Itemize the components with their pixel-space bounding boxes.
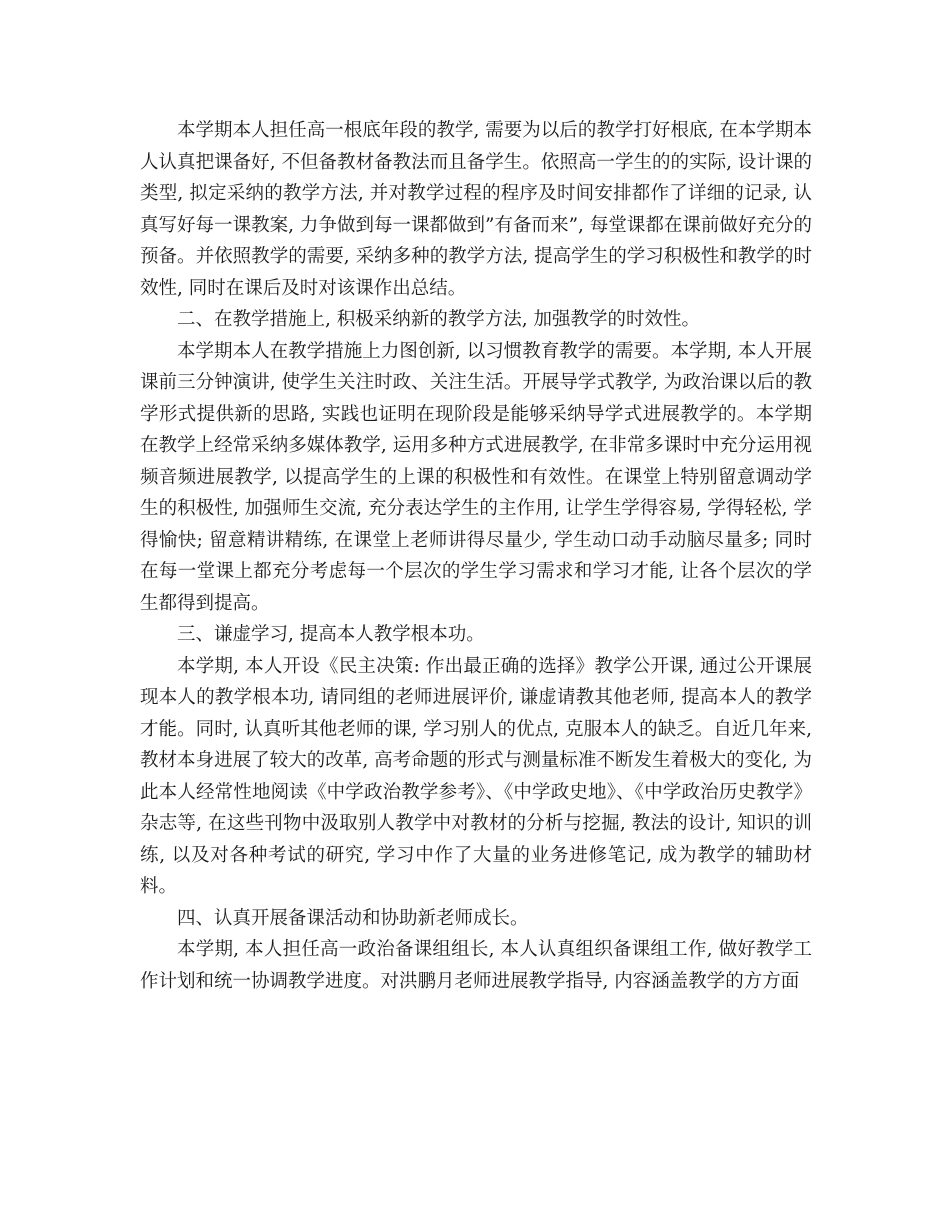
document-body [140, 115, 812, 997]
paragraph-lesson-preparation: 本学期本人担任高一根底年段的教学, 需要为以后的教学打好根底, 在本学期本人认真把课备好, 不但备教材备教法而且备学生。依照高一学生的的实际, 设计课的类型, 拟定采纳的教学方法, 并对教学过程的程序及时间安排都作了详细的记录, 认真写好每一课教案, 力争做到每一课都做到”有备而来”, 每堂课都在课前做好充分的预备。并依照教学的需要, 采纳多种的教学方法, 提高学生的学习积极性和教学的时效性, 同时在课后及时对该课作出总结。 [140, 120, 812, 299]
heading-humble-learning: 三、谦虚学习, 提高本人教学根本功。 [177, 624, 485, 645]
heading-teaching-methods: 二、在教学措施上, 积极采纳新的教学方法, 加强教学的时效性。 [177, 309, 701, 330]
paragraph-lesson-prep-activities: 本学期, 本人担任高一政治备课组组长, 本人认真组织备课组工作, 做好教学工作计划和统一协调教学进度。对洪鹏月老师进展教学指导, 内容涵盖教学的方方面 [140, 939, 812, 992]
heading-lesson-prep-activities: 四、认真开展备课活动和协助新老师成长。 [177, 907, 529, 929]
paragraph-teaching-methods: 本学期本人在教学措施上力图创新, 以习惯教育教学的需要。本学期, 本人开展课前三分钟演讲, 使学生关注时政、关注生活。开展导学式教学, 为政治课以后的教学形式提供新的思路, 实践也证明在现阶段是能够采纳导学式进展教学的。本学期在教学上经常采纳多媒体教学, 运用多种方式进展教学, 在非常多课时中充分运用视频音频进展教学, 以提高学生的上课的积极性和有效性。在课堂上特别留意调动学生的积极性, 加强师生交流, 充分表达学生的主作用, 让学生学得容易, 学得轻松, 学得愉快; 留意精讲精练, 在课堂上老师讲得尽量少, 学生动口动手动脑尽量多; 同时在每一堂课上都充分考虑每一个层次的学生学习需求和学习才能, 让各个层次的学生都得到提高。 [140, 340, 812, 614]
paragraph-humble-learning: 本学期, 本人开设《民主决策: 作出最正确的选择》教学公开课, 通过公开课展现本人的教学根本功, 请同组的老师进展评价, 谦虚请教其他老师, 提高本人的教学才能。同时, 认真听其他老师的课, 学习别人的优点, 克服本人的缺乏。自近几年来, 教材本身进展了较大的改革, 高考命题的形式与测量标准不断发生着极大的变化, 为此本人经常性地阅读《中学政治教学参考》、《中学政史地》、《中学政治历史教学》杂志等, 在这些刊物中汲取别人教学中对教材的分析与挖掘, 教法的设计, 知识的训练, 以及对各种考试的研究, 学习中作了大量的业务进修笔记, 成为教学的辅助材料。 [140, 655, 812, 897]
